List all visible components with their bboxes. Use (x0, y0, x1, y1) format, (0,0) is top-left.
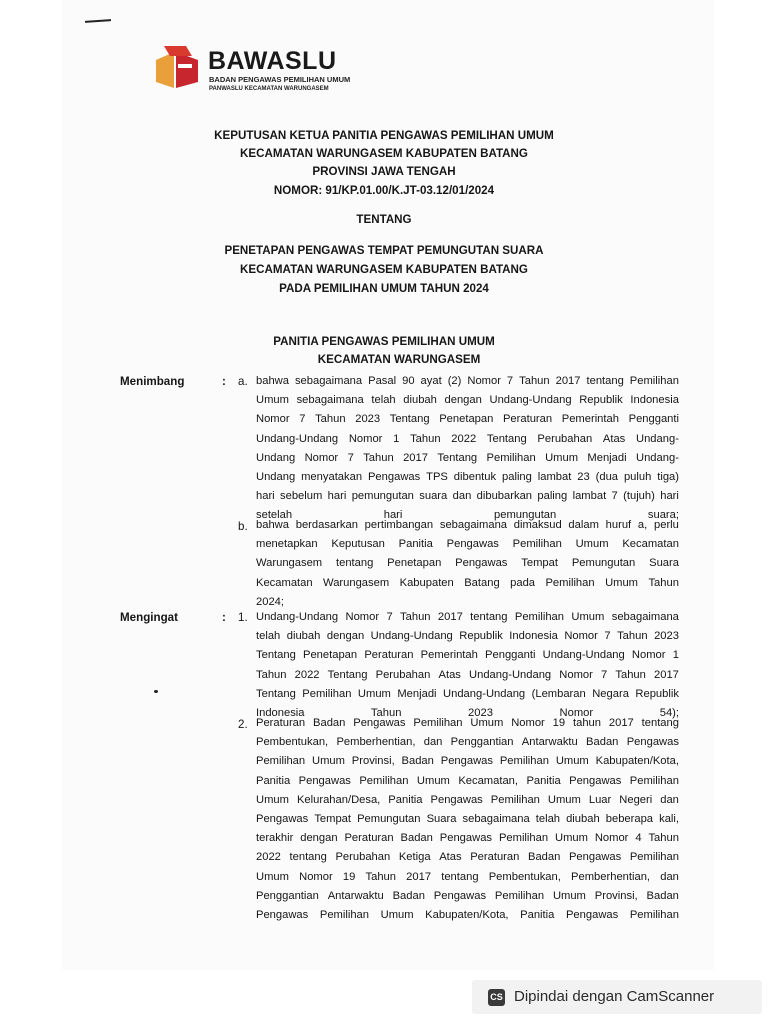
mengingat-colon: : (222, 611, 226, 624)
subject-line-1: PENETAPAN PENGAWAS TEMPAT PEMUNGUTAN SUARA (224, 244, 544, 257)
menimbang-colon: : (222, 375, 226, 388)
decree-number: NOMOR: 91/KP.01.00/K.JT-03.12/01/2024 (273, 184, 495, 197)
text-line: bahwa sebagaimana Pasal 90 ayat (2) Nomor 7 Tahun 2017 tentang Pemilihan (256, 375, 679, 387)
text-line: Undang-Undang Nomor 7 Tahun 2017 tentang Pemilihan Umum sebagaimana (256, 611, 679, 623)
issuer-line-2: KECAMATAN WARUNGASEM (317, 353, 481, 366)
text-line: Undang menyatakan Pengawas TPS dibentuk paling lambat 23 (dua puluh tiga) (256, 471, 679, 484)
watermark-text: Dipindai dengan CamScanner (514, 988, 715, 1005)
text-line: Pengawas Pemilihan Umum Kabupaten/Kota, Panitia Pengawas Pemilihan (256, 909, 679, 922)
text-line: Umum Nomor 19 Tahun 2017 tentang Pembentukan, Pemberhentian, dan (256, 870, 679, 883)
text-line: menetapkan Keputusan Panitia Pengawas Pemilihan Umum Kecamatan (256, 538, 679, 551)
camscanner-icon: CS (488, 989, 505, 1006)
title-line-2: KECAMATAN WARUNGASEM KABUPATEN BATANG (240, 147, 528, 160)
logo-office: PANWASLU KECAMATAN WARUNGASEM (209, 86, 329, 92)
text-line: setelah hari pemungutan suara; (256, 509, 679, 522)
text-line: Penggantian Antarwaktu Badan Pengawas Pemilihan Umum Provinsi, Badan (256, 889, 679, 902)
subject-line-2: KECAMATAN WARUNGASEM KABUPATEN BATANG (240, 263, 528, 276)
text-line: Undang Nomor 7 Tahun 2017 Tentang Pemilihan Umum Menjadi Undang- (256, 451, 679, 464)
menimbang-label: Menimbang (120, 375, 185, 388)
text-line: Umum Kelurahan/Desa, Panitia Pengawas Pemilihan Umum Luar Negeri dan (256, 793, 679, 806)
mengingat-item-1 (256, 608, 679, 723)
text-line: Peraturan Badan Pengawas Pemilihan Umum Nomor 19 tahun 2017 tentang (256, 717, 679, 729)
menimbang-item-a (256, 372, 679, 526)
scan-speck (154, 690, 158, 693)
text-line: telah diubah dengan Undang-Undang Republik Indonesia Nomor 7 Tahun 2023 (256, 630, 679, 643)
text-line: Kecamatan Warungasem Kabupaten Batang pada Pemilihan Umum Tahun (256, 576, 679, 589)
title-line-3: PROVINSI JAWA TENGAH (312, 165, 456, 178)
text-line: Panitia Pengawas Pemilihan Umum Kecamatan, Panitia Pengawas Pemilihan (256, 774, 679, 787)
tentang-heading: TENTANG (356, 213, 412, 226)
text-line: Indonesia Tahun 2023 Nomor 54); (256, 707, 679, 720)
camscanner-watermark (472, 980, 762, 1014)
logo-name: BAWASLU (208, 47, 337, 75)
text-line: Warungasem tentang Penetapan Pengawas Tempat Pemungutan Suara (256, 557, 679, 570)
mengingat-label: Mengingat (120, 611, 178, 624)
subject-line-3: PADA PEMILIHAN UMUM TAHUN 2024 (279, 282, 489, 295)
mengingat-marker-1: 1. (238, 611, 248, 624)
text-line: Pengawas Tempat Pemungutan Suara sebagaimana telah diubah beberapa kali, (256, 813, 679, 826)
text-line: Umum sebagaimana telah diubah dengan Undang-Undang Republik Indonesia (256, 394, 679, 407)
text-line: Pembentukan, Pemberhentian, dan Penggantian Antarwaktu Badan Pengawas (256, 736, 679, 749)
menimbang-marker-b: b. (238, 520, 248, 533)
text-line: bahwa berdasarkan pertimbangan sebagaimana dimaksud dalam huruf a, perlu (256, 519, 679, 531)
text-line: Nomor 7 Tahun 2023 Tentang Penetapan Peraturan Pemerintah Pengganti (256, 413, 679, 426)
text-line: Tentang Pemilihan Umum Menjadi Undang-Undang (Lembaran Negara Republik (256, 687, 679, 700)
menimbang-marker-a: a. (238, 375, 248, 388)
bawaslu-logo (152, 44, 372, 98)
text-line: hari sebelum hari pemungutan suara dan dibubarkan paling lambat 7 (tujuh) hari (256, 490, 679, 503)
logo-subtitle: BADAN PENGAWAS PEMILIHAN UMUM (209, 75, 351, 84)
text-line: 2024; (256, 595, 284, 608)
text-line: Pemilihan Umum Provinsi, Badan Pengawas Pemilihan Umum Kabupaten/Kota, (256, 755, 679, 768)
text-line: Tahun 2022 Tentang Perubahan Atas Undang-Undang Nomor 7 Tahun 2017 (256, 668, 679, 681)
title-line-1: KEPUTUSAN KETUA PANITIA PENGAWAS PEMILIHAN UMUM (214, 129, 554, 142)
mengingat-item-2 (256, 714, 679, 925)
text-line: Undang-Undang Nomor 1 Tahun 2022 Tentang Perubahan Atas Undang- (256, 432, 679, 445)
ballot-box-icon (152, 44, 204, 96)
text-line: 2022 tentang Perubahan Ketiga Atas Peraturan Badan Pengawas Pemilihan (256, 851, 679, 864)
issuer-line-1: PANITIA PENGAWAS PEMILIHAN UMUM (273, 335, 495, 348)
mengingat-marker-2: 2. (238, 718, 248, 731)
menimbang-item-b (256, 516, 679, 612)
text-line: terakhir dengan Peraturan Badan Pengawas Pemilihan Umum Nomor 4 Tahun (256, 832, 679, 845)
text-line: Tentang Penetapan Peraturan Pemerintah Pengganti Undang-Undang Nomor 1 (256, 649, 679, 662)
